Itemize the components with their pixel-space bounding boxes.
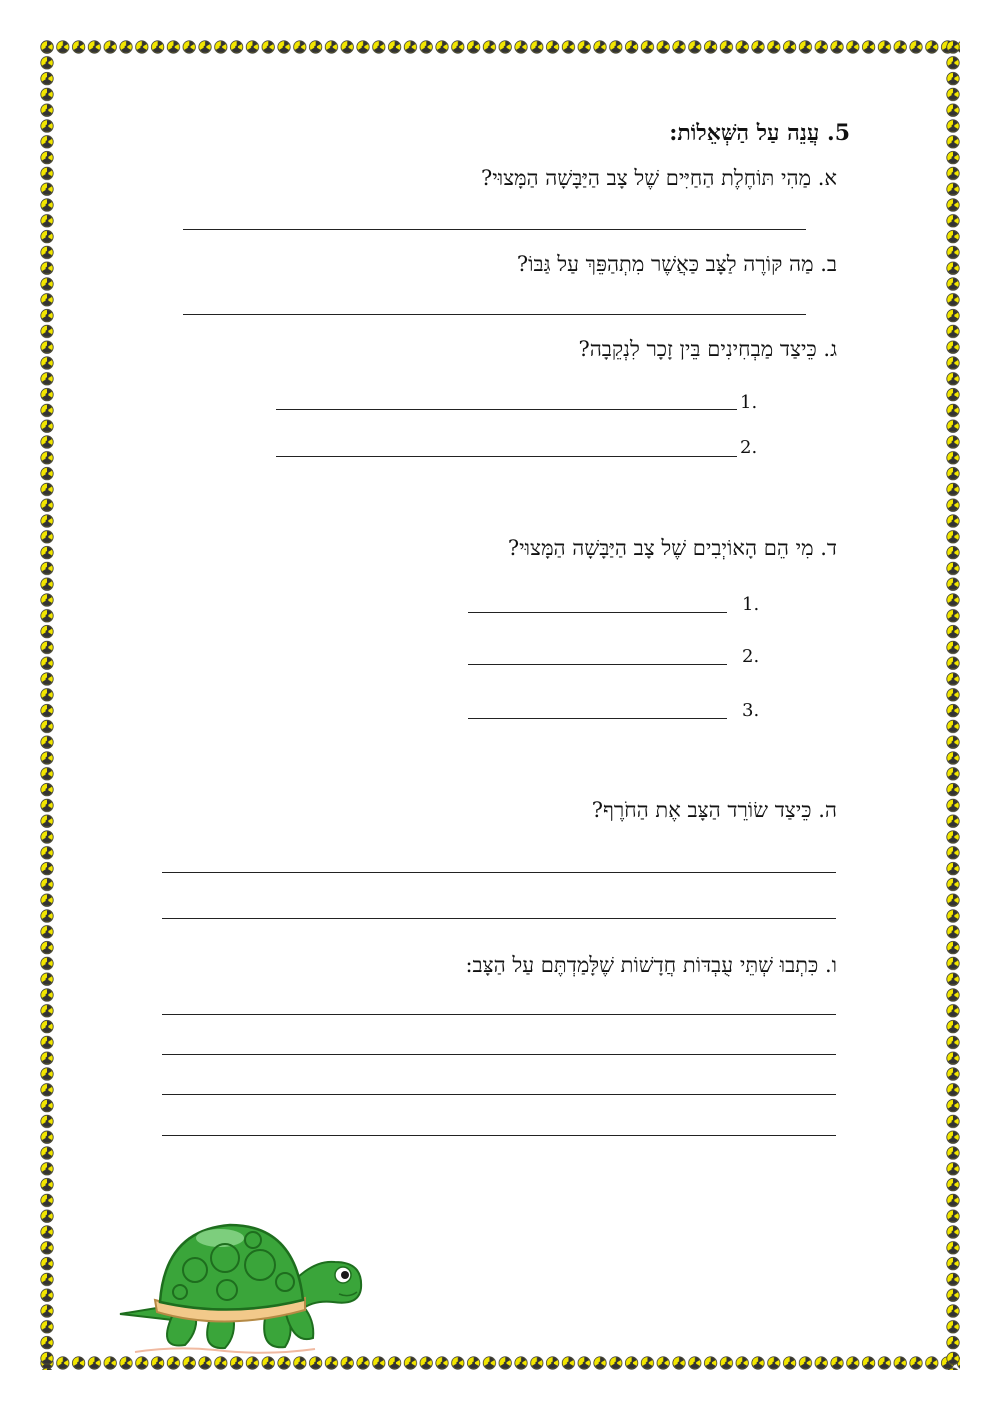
answer-line-f-4[interactable] [162, 1135, 836, 1136]
question-c-item-number: 1. [740, 392, 758, 413]
answer-line-e-2[interactable] [162, 918, 836, 919]
answer-line-f-2[interactable] [162, 1054, 836, 1055]
answer-line-c-2[interactable] [276, 456, 737, 457]
turtle-illustration [115, 1210, 375, 1360]
answer-line-b[interactable] [183, 314, 806, 315]
answer-line-f-1[interactable] [162, 1014, 836, 1015]
answer-line-f-3[interactable] [162, 1094, 836, 1095]
question-b: ב. מַה קּוֹרֶה לַצָּב כַּאֲשֶׁר מִתְהַפֵּךְ עַל גַּבּוֹ? [516, 252, 837, 276]
question-f: ו. כִּתְבוּ שְׁתֵּי עֻבְדּוֹת חֲדָשׁוֹת שֶׁלָּמַדְתֶּם עַל הַצָּב: [465, 953, 837, 977]
question-d-item-number: 3. [742, 700, 760, 721]
worksheet-title: 5. עֲנֵה עַל הַשְּׁאֵלוֹת: [669, 120, 850, 146]
question-c-item-number: 2. [740, 437, 758, 458]
question-a: א. מַהִי תּוֹחֶלֶת הַחַיִּים שֶׁל צָב הַיַּבָּשָׁה הַמָּצוּי? [480, 166, 837, 190]
question-e: ה. כֵּיצַד שׂוֹרֵד הַצָּב אֶת הַחֹרֶף? [591, 798, 837, 822]
answer-line-d-2[interactable] [468, 664, 727, 665]
page-border-left [40, 40, 54, 1370]
answer-line-a[interactable] [183, 229, 806, 230]
answer-line-c-1[interactable] [276, 409, 737, 410]
page-border-right [946, 40, 960, 1370]
question-d-item-number: 2. [742, 646, 760, 667]
page-border-top [40, 40, 960, 54]
question-d-item-number: 1. [742, 594, 760, 615]
answer-line-d-3[interactable] [468, 718, 727, 719]
answer-line-d-1[interactable] [468, 612, 727, 613]
question-c: ג. כֵּיצַד מַבְחִינִים בֵּין זָכָר לִנְקֵבָה? [578, 337, 837, 361]
answer-line-e-1[interactable] [162, 872, 836, 873]
question-d: ד. מִי הֵם הָאוֹיְבִים שֶׁל צָב הַיַּבָּשָׁה הַמָּצוּי? [507, 536, 837, 560]
